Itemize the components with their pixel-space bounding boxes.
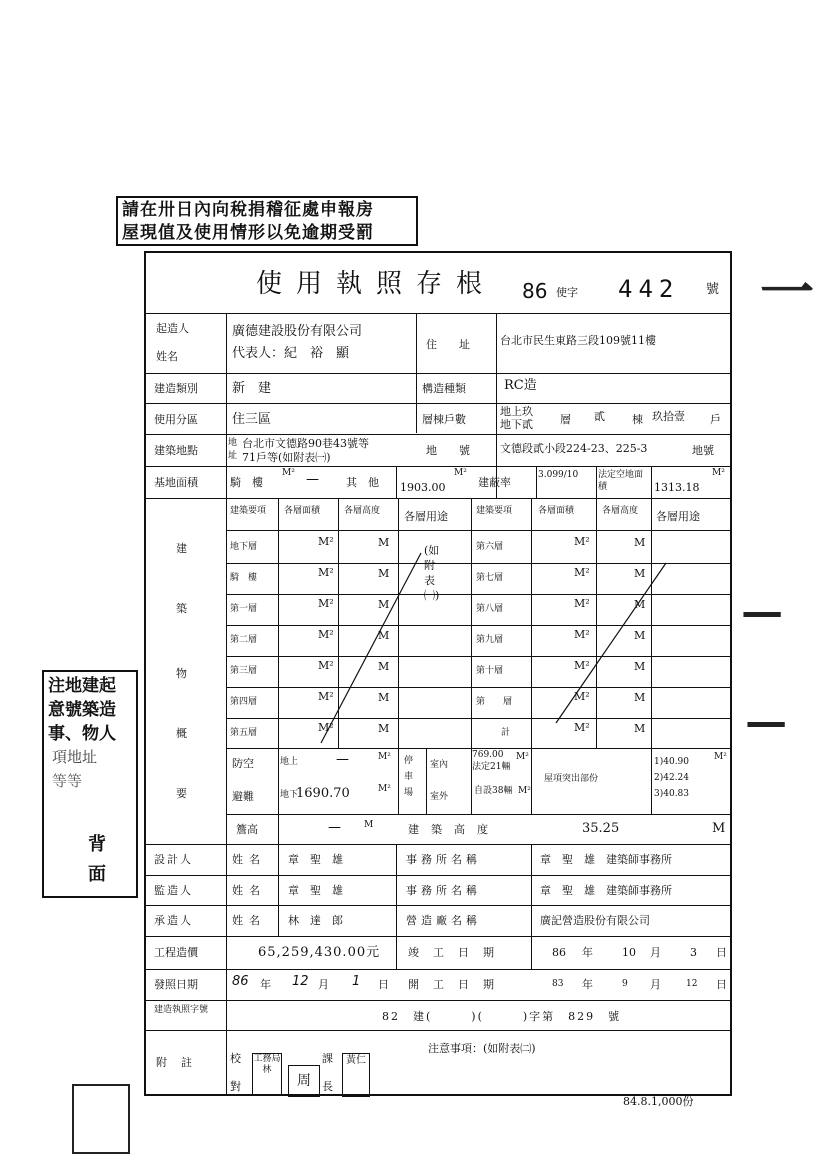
m2-r5: M²	[574, 659, 590, 672]
permit-number-text: 82 建( )( )字第 829 號	[382, 1010, 622, 1023]
site-di: 地	[228, 438, 238, 448]
floors-label: 層棟戶數	[422, 413, 466, 426]
permit-number-label: 建造執照字號	[154, 1005, 209, 1015]
lot-number: 文德段貳小段224-23、225-3	[500, 442, 648, 455]
roof-label: 屋項突出部份	[544, 774, 599, 784]
corner-seal	[72, 1084, 130, 1154]
left-stamp-5: 等等	[52, 772, 83, 790]
parking-label: 停車場	[404, 756, 414, 798]
note-text: 注意事項：(如附表㈡)	[428, 1042, 536, 1055]
m-l6: M	[378, 691, 390, 704]
completion-nian: 年	[582, 946, 593, 959]
outdoor-label: 室外	[430, 792, 449, 802]
issue-date-label: 發照日期	[154, 978, 198, 991]
roof-m2: M²	[714, 752, 727, 762]
m2-r6: M²	[574, 690, 590, 703]
floor-row-7: 第七層	[476, 573, 504, 583]
issue-nian: 年	[260, 978, 271, 991]
contractor-office: 廣記營造股份有限公司	[540, 914, 650, 927]
outdoor-m2: M²	[518, 786, 531, 796]
m-l1: M	[378, 536, 390, 549]
m2-l4: M²	[318, 628, 334, 641]
m2-l3: M²	[318, 597, 334, 610]
supervisor-office: 章 聖 雄 建築師事務所	[540, 884, 672, 897]
area-label: 基地面積	[154, 476, 198, 489]
floor-row-8: 第八層	[476, 604, 504, 614]
applicant-address: 台北市民生東路三段109號11樓	[500, 334, 656, 347]
col-item-left: 建築要項	[230, 506, 267, 516]
m2-l6: M²	[318, 690, 334, 703]
contractor-name: 林 達 郎	[288, 914, 343, 927]
m-r4: M	[634, 629, 646, 642]
contractor-office-label: 營造廠名稱	[406, 914, 481, 927]
m-l4: M	[378, 629, 390, 642]
permit-year: 86	[522, 279, 548, 303]
address-label: 住 址	[426, 338, 470, 351]
applicant-label: 起造人	[156, 322, 189, 335]
completion-ri: 日	[716, 946, 727, 959]
margin-mark-2: ─	[744, 580, 781, 650]
left-stamp-2: 意號築造	[48, 700, 116, 720]
arcade-label: 騎 樓	[230, 476, 263, 489]
floor-row-arcade: 騎 樓	[230, 573, 258, 583]
reviewer-seal: 周	[288, 1065, 320, 1097]
m2-l5: M²	[318, 659, 334, 672]
side-char-4: 概	[176, 727, 187, 740]
m-l2: M	[378, 567, 390, 580]
below-ground-value: 1690.70	[296, 786, 350, 801]
floor-row-basement: 地下層	[230, 542, 258, 552]
completion-day: 3	[690, 946, 697, 959]
proof-dui: 對	[230, 1080, 241, 1093]
above-m2: M²	[378, 752, 391, 762]
designer-office: 章 聖 雄 建築師事務所	[540, 853, 672, 866]
m-r3: M	[634, 598, 646, 611]
form-title: 使用執照存根	[256, 269, 497, 299]
issue-year: 86	[232, 974, 249, 989]
cost-value: 65,259,430.00元	[258, 945, 381, 960]
contractor-label: 承造人	[154, 914, 193, 927]
structure-value: RC造	[504, 378, 537, 393]
completion-year: 86	[552, 946, 566, 959]
above-ground-label: 地上	[280, 757, 299, 767]
coverage-value: 3.099/10	[538, 470, 579, 480]
outdoor-note: 自設38輛	[474, 786, 513, 796]
left-stamp-1: 注地建起	[48, 676, 116, 696]
contractor-name-label: 姓名	[232, 914, 266, 927]
applicant-name-label: 姓名	[156, 350, 178, 363]
lot-suffix: 地號	[692, 444, 714, 457]
floor-row-9: 第九層	[476, 635, 504, 645]
start-ri: 日	[716, 978, 727, 991]
build-type-label: 建造類別	[154, 382, 198, 395]
below-ground-label: 地下	[280, 790, 299, 800]
m2-l1: M²	[318, 535, 334, 548]
col-item-right: 建築要項	[476, 506, 513, 516]
col-height-left: 各層高度	[344, 506, 381, 516]
structure-label: 構造種類	[422, 382, 466, 395]
start-date-label: 開工日期	[408, 978, 508, 991]
area-m2-3: M²	[712, 468, 725, 478]
floor-row-10: 第十層	[476, 666, 504, 676]
designer-name-label: 姓名	[232, 853, 266, 866]
civil-defense-label: 防空	[232, 757, 254, 770]
side-char-5: 要	[176, 787, 187, 800]
proof-jiao: 校	[230, 1052, 241, 1065]
left-stamp-back: 背面	[88, 834, 106, 885]
completion-month: 10	[622, 946, 636, 959]
floors-down: 地下貳	[500, 418, 533, 431]
issue-month: 12	[292, 974, 309, 989]
buildings-count: 貳	[594, 410, 605, 423]
print-info: 84.8.1,000份	[623, 1095, 694, 1108]
start-month: 9	[622, 979, 628, 989]
m-r5: M	[634, 660, 646, 673]
floor-row-6: 第六層	[476, 542, 504, 552]
section-ke: 課	[322, 1052, 333, 1065]
start-year: 83	[552, 979, 564, 989]
designer-label: 設計人	[154, 853, 193, 866]
permit-suffix: 號	[706, 282, 720, 297]
start-nian: 年	[582, 978, 593, 991]
arcade-value: —	[306, 472, 319, 487]
note-label: 附註	[156, 1056, 206, 1069]
buildings-dong: 棟	[632, 413, 643, 426]
margin-mark-3: ─	[748, 690, 785, 760]
site-address-2: 71戶等(如附表㈠)	[242, 451, 331, 464]
site-label: 建築地點	[154, 444, 198, 457]
indoor-m2: M²	[516, 752, 529, 762]
floors-ceng: 層	[560, 413, 571, 426]
building-height-unit: M	[712, 821, 726, 836]
col-use-left: 各層用途	[404, 510, 448, 523]
m-r6: M	[634, 691, 646, 704]
roof-1: 1)40.90	[654, 757, 690, 767]
bureau-seal: 工務局 林	[252, 1053, 282, 1095]
applicant-company: 廣德建設股份有限公司	[232, 324, 363, 339]
m2-r2: M²	[574, 566, 590, 579]
building-height-label: 建築高度	[408, 823, 500, 836]
other-value: 1903.00	[400, 481, 446, 494]
start-yue: 月	[650, 978, 661, 991]
supervisor-office-label: 事務所名稱	[406, 884, 481, 897]
site-zhi: 址	[228, 451, 238, 461]
supervisor-name: 章 聖 雄	[288, 884, 343, 897]
above-ground-value: —	[336, 752, 349, 767]
m2-r3: M²	[574, 597, 590, 610]
reverse-note-stamp	[42, 670, 138, 898]
notice-line-2: 屋現值及使用情形以免逾期受罰	[122, 223, 374, 243]
indoor-label: 室內	[430, 760, 449, 770]
site-address-1: 台北市文德路90巷43號等	[242, 437, 369, 450]
permit-number: 442	[618, 275, 680, 303]
applicant-rep: 代表人：紀 裕 顯	[232, 346, 350, 361]
building-height-value: 35.25	[582, 821, 620, 836]
m2-r1: M²	[574, 535, 590, 548]
issue-day: 1	[352, 974, 361, 989]
designer-office-label: 事務所名稱	[406, 853, 481, 866]
cancel-strike-lines	[146, 253, 730, 1098]
open-space-value: 1313.18	[654, 481, 700, 494]
indoor-note: 法定21輛	[472, 762, 511, 772]
build-type-value: 新 建	[232, 381, 272, 396]
floor-row-1: 第一層	[230, 604, 258, 614]
floor-row-total: 計	[501, 728, 511, 738]
floor-row-4: 第四層	[230, 697, 258, 707]
tax-notice-stamp	[116, 196, 418, 246]
lot-label: 地 號	[426, 444, 470, 457]
use-note: (如附表㈠)	[424, 544, 440, 602]
eave-m: M	[364, 820, 374, 830]
issue-ri: 日	[378, 978, 389, 991]
floor-row-2: 第二層	[230, 635, 258, 645]
col-area-right: 各層面積	[538, 506, 575, 516]
floor-row-5: 第五層	[230, 728, 258, 738]
households-count: 玖拾壹	[652, 410, 685, 423]
households-unit: 戶	[710, 413, 721, 426]
evacuation-label: 避難	[232, 790, 254, 803]
roof-2: 2)42.24	[654, 773, 690, 783]
area-m2-2: M²	[454, 468, 467, 478]
m2-r7: M²	[574, 721, 590, 734]
left-stamp-4: 項地址	[52, 748, 98, 766]
eave-height-label: 簷高	[236, 823, 258, 836]
side-char-1: 建	[176, 542, 187, 555]
usage-permit-stub-form	[144, 251, 732, 1096]
zone-label: 使用分區	[154, 413, 198, 426]
cost-label: 工程造價	[154, 946, 198, 959]
indoor-value: 769.00	[472, 750, 504, 760]
coverage-label: 建蔽率	[478, 476, 511, 489]
designer-name: 章 聖 雄	[288, 853, 343, 866]
issue-yue: 月	[318, 978, 329, 991]
supervisor-name-label: 姓名	[232, 884, 266, 897]
roof-3: 3)40.83	[654, 789, 690, 799]
eave-height-value: —	[328, 820, 341, 835]
m2-l7: M²	[318, 721, 334, 734]
col-use-right: 各層用途	[656, 510, 700, 523]
m2-l2: M²	[318, 566, 334, 579]
supervisor-label: 監造人	[154, 884, 193, 897]
floor-row-other: 第 層	[476, 697, 513, 707]
other-label: 其 他	[346, 476, 379, 489]
m-l7: M	[378, 722, 390, 735]
chief-seal: 黃仁	[342, 1053, 370, 1097]
completion-label: 竣工日期	[408, 946, 508, 959]
open-space-label: 法定空地面積	[598, 470, 644, 492]
m-l3: M	[378, 598, 390, 611]
col-area-left: 各層面積	[284, 506, 321, 516]
margin-mark-1: 一	[760, 261, 814, 324]
m-r1: M	[634, 536, 646, 549]
below-m2: M²	[378, 784, 391, 794]
side-char-2: 築	[176, 602, 187, 615]
section-zhang: 長	[322, 1080, 333, 1093]
start-day: 12	[686, 979, 698, 989]
side-char-3: 物	[176, 667, 187, 680]
permit-word: 使字	[556, 286, 578, 299]
m-r2: M	[634, 567, 646, 580]
zone-value: 住三區	[232, 412, 272, 427]
m-r7: M	[634, 722, 646, 735]
col-height-right: 各層高度	[602, 506, 639, 516]
left-stamp-3: 事、物人	[48, 724, 116, 744]
m-l5: M	[378, 660, 390, 673]
area-m2-1: M²	[282, 468, 295, 478]
completion-yue: 月	[650, 946, 661, 959]
floor-row-3: 第三層	[230, 666, 258, 676]
floors-up: 地上玖	[500, 405, 533, 418]
m2-r4: M²	[574, 628, 590, 641]
notice-line-1: 請在卅日內向稅捐稽征處申報房	[122, 200, 374, 220]
